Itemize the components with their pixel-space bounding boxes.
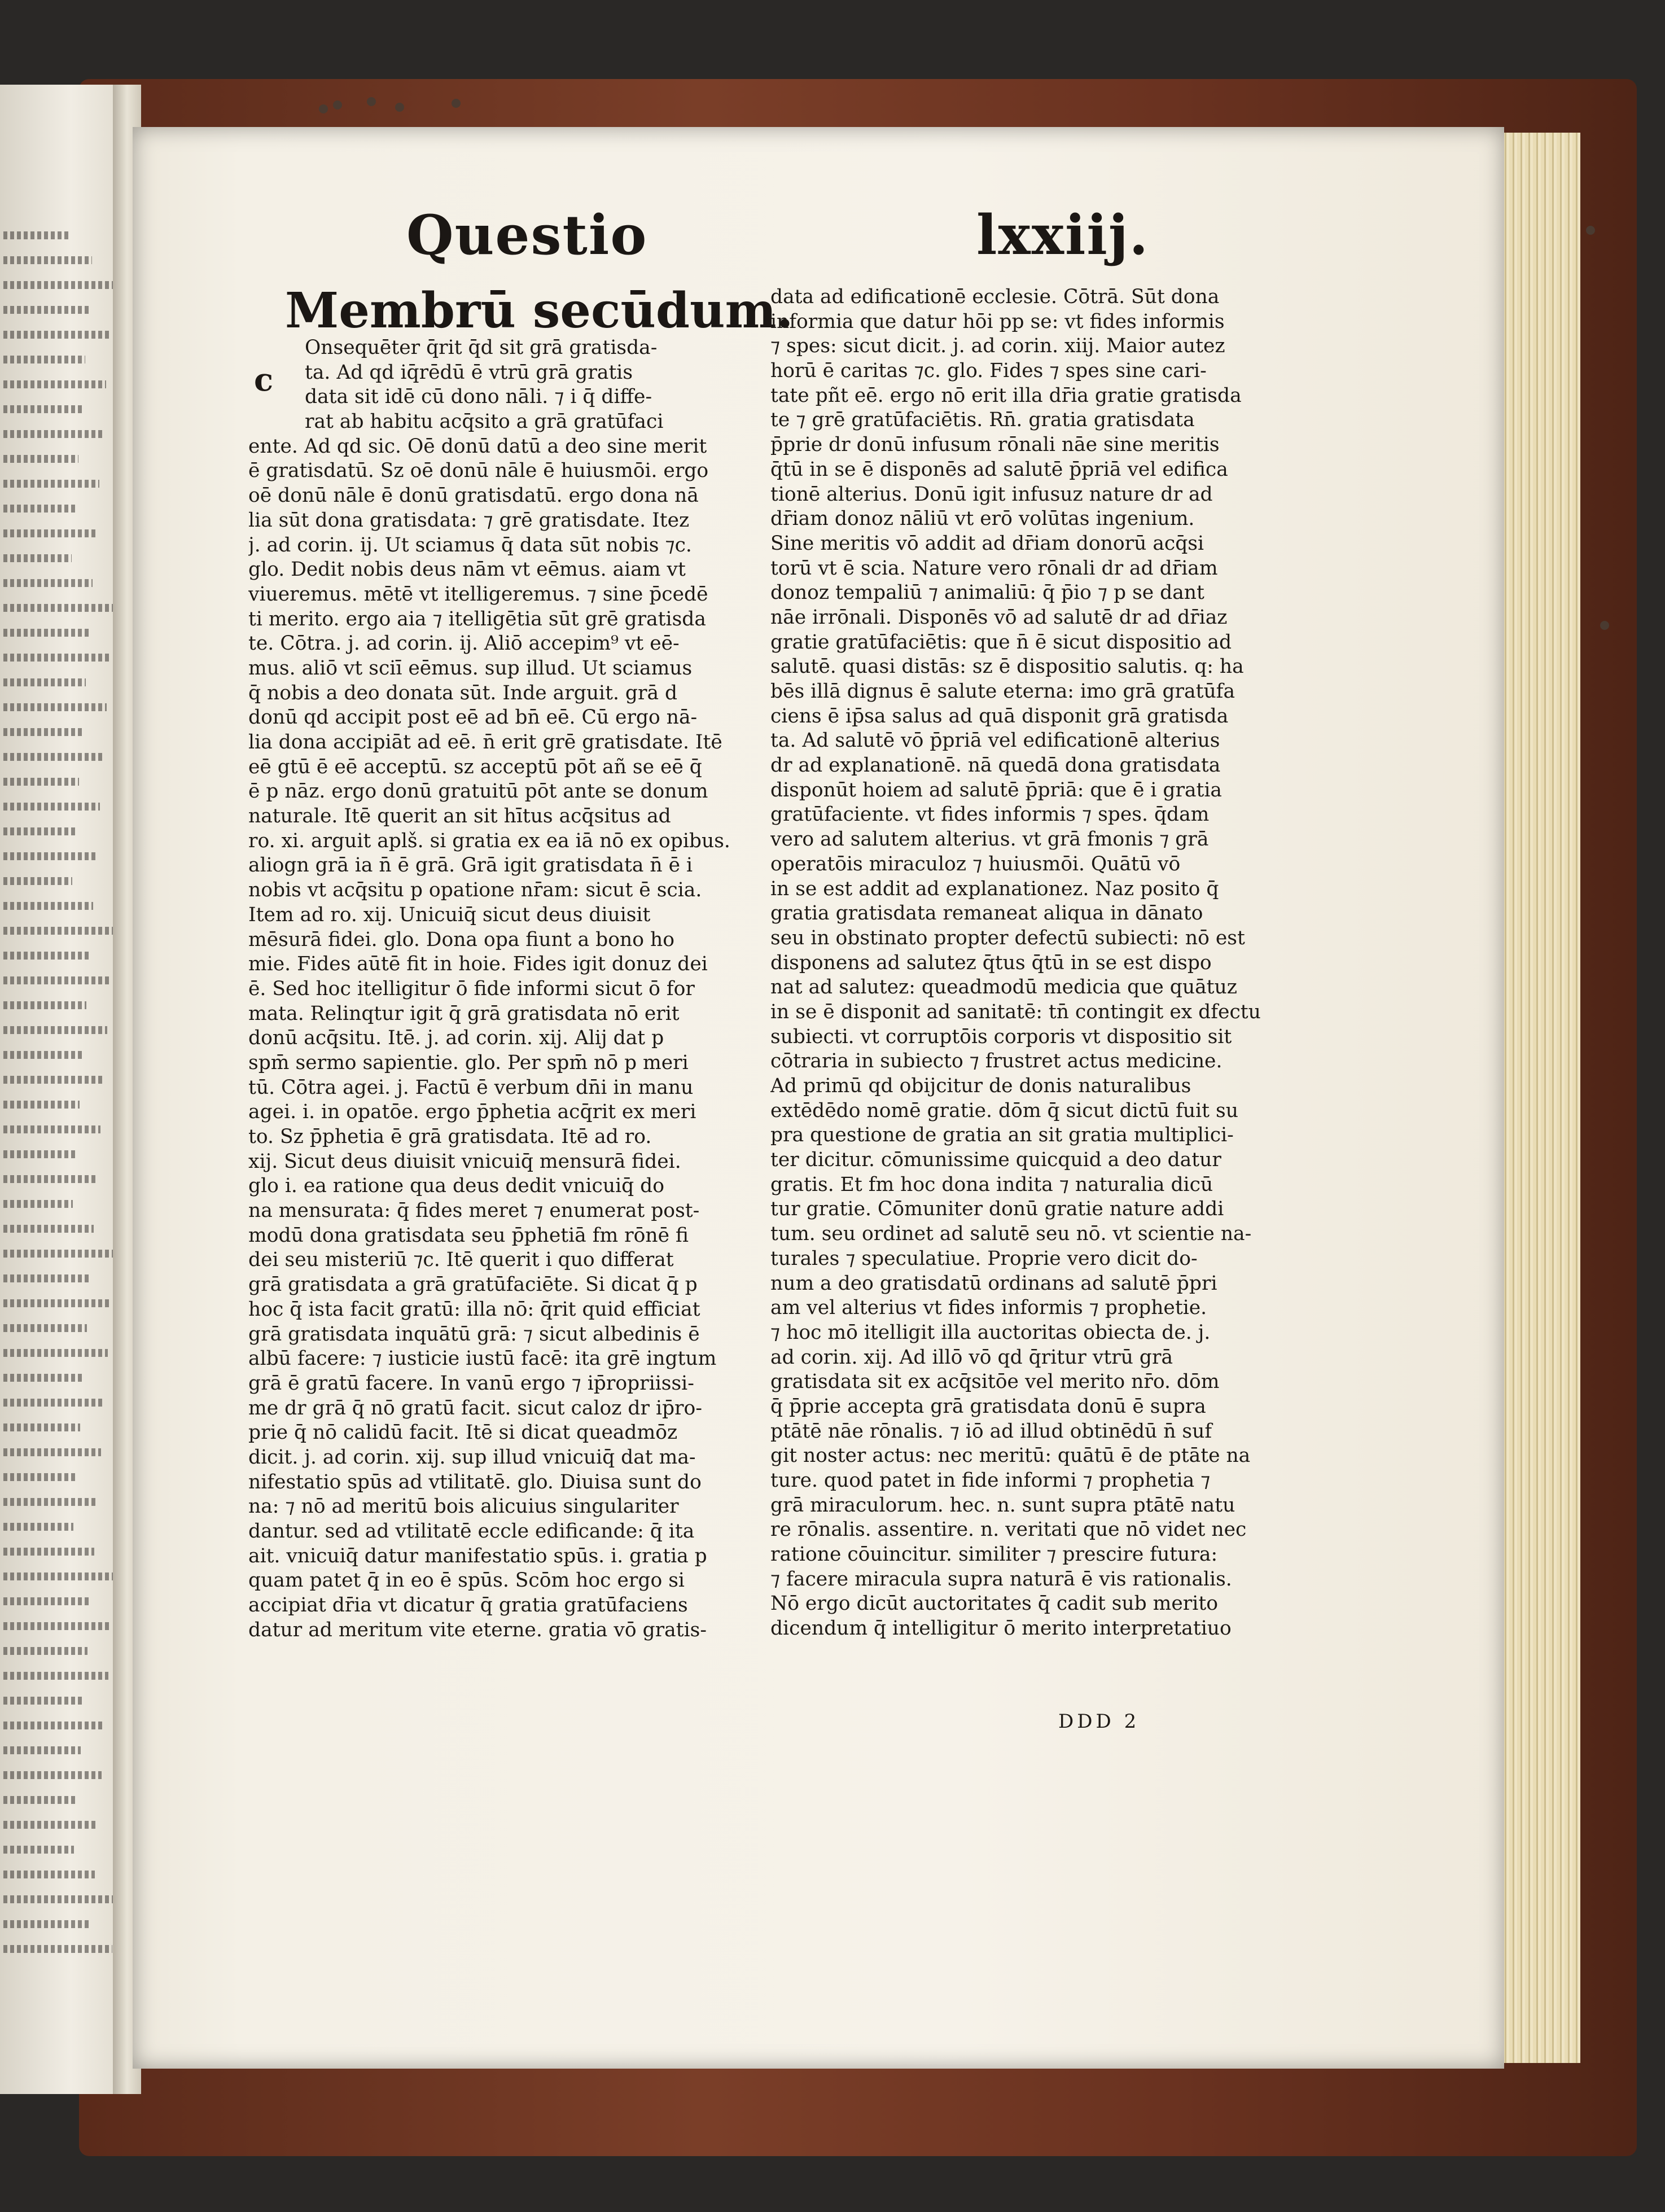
previous-page-text-line <box>3 976 111 984</box>
text-line: xij. Sicut deus diuisit vnicuiq̄ mensurā fidei. <box>248 1150 681 1173</box>
text-line: ro. xi. arguit aplš. si gratia ex ea iā nō ex opibus. <box>248 829 730 852</box>
previous-page-text-line <box>3 952 90 960</box>
wormhole <box>1586 226 1595 235</box>
text-line: albū facere: ⁊ iusticie iustū facē: ita grē ingtum <box>248 1347 717 1370</box>
previous-page-text-line <box>3 1423 80 1431</box>
text-line: donū acq̄situ. Itē. j. ad corin. xij. Alij dat p <box>248 1027 664 1050</box>
text-line: in se ē disponit ad sanitatē: tn̄ contingit ex dfectu <box>770 1000 1261 1023</box>
text-line: ē. Sed hoc itelligitur ō fide informi sicut ō for <box>248 977 695 1000</box>
previous-page-text-line <box>3 1076 104 1084</box>
text-line: ter dicitur. cōmunissime quicquid a deo datur <box>770 1149 1221 1172</box>
text-line: j. ad corin. ij. Ut sciamus q̄ data sūt nobis ⁊c. <box>248 533 692 557</box>
text-line: quam patet q̄ in eo ē spūs. Scōm hoc ergo si <box>248 1569 685 1592</box>
text-line: turales ⁊ speculatiue. Proprie vero dicit do- <box>770 1247 1198 1270</box>
previous-page-text-line <box>3 902 93 910</box>
text-line: Nō ergo dicūt auctoritates q̄ cadit sub merito <box>770 1592 1218 1615</box>
previous-page-text-line <box>3 1250 115 1258</box>
previous-page-text-line <box>3 1349 108 1357</box>
text-line: disponūt hoiem ad salutē p̄priā: que ē i gratia <box>770 778 1223 801</box>
drop-cap: c <box>254 361 274 398</box>
previous-page-text-line <box>3 1200 73 1208</box>
text-line: viueremus. mētē vt itelligeremus. ⁊ sine p̄cedē <box>248 582 708 606</box>
page-block-edges <box>1501 133 1580 2063</box>
previous-page-text-line <box>3 1026 107 1034</box>
text-line: dicit. j. ad corin. xij. sup illud vnicuiq̄ dat ma- <box>248 1446 696 1469</box>
previous-page-text-line <box>3 1101 80 1109</box>
text-line: p̄prie dr donū infusum rōnali nāe sine meritis <box>770 433 1220 457</box>
previous-page-text-line <box>3 1895 116 1903</box>
previous-page-text-line <box>3 753 103 761</box>
text-line: te ⁊ grē gratūfaciētis. Rn̄. gratia gratisdata <box>770 409 1195 432</box>
signature-mark: DDD 2 <box>1058 1710 1140 1733</box>
previous-page-text-line <box>3 1324 87 1332</box>
previous-page-text-line <box>3 1920 91 1928</box>
text-line: ta. Ad salutē vō p̄priā vel edificationē alterius <box>770 729 1220 752</box>
previous-page-text-line <box>3 1150 76 1158</box>
text-line: vero ad salutem alterius. vt grā fmonis ⁊ grā <box>770 828 1209 851</box>
previous-page-text-line <box>3 1399 104 1407</box>
previous-page-text-line <box>3 1622 112 1630</box>
wormhole <box>367 97 376 106</box>
text-line: ⁊ hoc mō itelligit illa auctoritas obiecta de. j. <box>770 1321 1211 1344</box>
previous-page-text-line <box>3 1573 115 1580</box>
text-line: tionē alterius. Donū igit infusuz nature dr ad <box>770 483 1213 506</box>
text-line: gratis. Et fm hoc dona indita ⁊ naturalia dicū <box>770 1173 1213 1196</box>
previous-page-text-line <box>3 1448 101 1456</box>
text-line: ente. Ad qd sic. Oē donū datū a deo sine merit <box>248 435 707 458</box>
previous-page-text-line <box>3 405 82 413</box>
previous-page-text-line <box>3 231 71 239</box>
text-line: pra questione de gratia an sit gratia multiplici- <box>770 1124 1234 1147</box>
text-line: tur gratie. Cōmuniter donū gratie nature addi <box>770 1198 1224 1221</box>
text-line: q̄ p̄prie accepta grā gratisdata donū ē supra <box>770 1395 1206 1418</box>
previous-page-text-line <box>3 827 76 835</box>
text-line: q̄tū in se ē disponēs ad salutē p̄priā vel edifica <box>770 458 1228 481</box>
previous-page-text-line <box>3 306 89 314</box>
previous-page-text-line <box>3 505 75 513</box>
text-line: mata. Relinqtur igit q̄ grā gratisdata nō erit <box>248 1002 680 1025</box>
previous-page-text-line <box>3 703 107 711</box>
text-line: ratione cōuincitur. similiter ⁊ prescire futura: <box>770 1543 1218 1566</box>
text-line: dantur. sed ad vtilitatē eccle edificande: q̄ ita <box>248 1520 695 1543</box>
previous-page-text-line <box>3 1001 86 1009</box>
text-line: ē gratisdatū. Sz oē donū nāle ē huiusmōi. ergo <box>248 459 709 483</box>
previous-page-text-line <box>3 1175 97 1183</box>
text-line: ta. Ad qd iq̄rēdū ē vtrū grā gratis <box>305 361 633 384</box>
wormhole <box>1600 621 1609 630</box>
text-line: horū ē caritas ⁊c. glo. Fides ⁊ spes sine cari- <box>770 360 1207 383</box>
text-line: hoc q̄ ista facit gratū: illa nō: q̄rit quid efficiat <box>248 1298 700 1321</box>
previous-page-text-line <box>3 356 85 363</box>
text-line: operatōis miraculoz ⁊ huiusmōi. Quātū vō <box>770 852 1181 875</box>
previous-page-text-line <box>3 256 92 264</box>
text-line: salutē. quasi distās: sz ē dispositio salutis. q: ha <box>770 655 1244 678</box>
text-line: dicendum q̄ intelligitur ō merito interpretatiuo <box>770 1617 1232 1640</box>
text-line: ciens ē ip̄sa salus ad quā disponit grā gratisda <box>770 704 1229 728</box>
text-line: gratie gratūfaciētis: que n̄ ē sicut dispositio ad <box>770 630 1232 654</box>
text-line: nāe irrōnali. Disponēs vō ad salutē dr ad dr̄iaz <box>770 606 1228 629</box>
running-head-left: Questio <box>406 203 648 267</box>
text-line: grā gratisdata inquātū grā: ⁊ sicut albedinis ē <box>248 1322 700 1346</box>
wormhole <box>452 99 461 108</box>
previous-page-text-line <box>3 1771 102 1779</box>
wormhole <box>319 104 328 113</box>
text-line: tate pñt eē. ergo nō erit illa dr̄ia gratie gratisda <box>770 384 1242 407</box>
text-line: dei seu misteriū ⁊c. Itē querit i quo differat <box>248 1249 674 1272</box>
text-line: q̄ nobis a deo donata sūt. Inde arguit. grā d <box>248 681 678 704</box>
text-line: me dr grā q̄ nō gratū facit. sicut caloz dr ip̄ro- <box>248 1396 702 1420</box>
text-line: aliogn grā ia n̄ ē grā. Grā igit gratisdata n̄ ē i <box>248 854 693 877</box>
text-line: dr ad explanationē. nā quedā dona gratisdata <box>770 754 1221 777</box>
text-line: lia dona accipiāt ad eē. n̄ erit grē gratisdate. Itē <box>248 731 722 754</box>
previous-page-edge <box>0 85 119 2094</box>
text-line: grā ē gratū facere. In vanū ergo ⁊ ip̄ropriissi- <box>248 1372 694 1395</box>
previous-page-text-line <box>3 1597 91 1605</box>
text-line: tū. Cōtra agei. j. Factū ē verbum dn̄i in manu <box>248 1076 694 1099</box>
section-title: Membrū secūdum. <box>285 282 794 339</box>
previous-page-text-line <box>3 1225 94 1233</box>
text-line: seu in obstinato propter defectū subiecti: nō est <box>770 926 1245 949</box>
text-line: Onsequēter q̄rit q̄d sit grā gratisda- <box>305 336 658 359</box>
previous-page-text-line <box>3 1473 77 1481</box>
text-column-left <box>248 336 745 1719</box>
previous-page-text-line <box>3 1697 84 1705</box>
text-line: ptātē nāe rōnalis. ⁊ iō ad illud obtinēdū n̄ suf <box>770 1420 1212 1443</box>
text-line: disponens ad salutez q̄tus q̄tū in se est dispo <box>770 951 1212 974</box>
previous-page-text-line <box>3 728 82 736</box>
text-line: eē gtū ē eē acceptū. sz acceptū pōt añ se eē q̄ <box>248 755 702 778</box>
text-line: oē donū nāle ē donū gratisdatū. ergo dona nā <box>248 484 699 507</box>
text-line: num a deo gratisdatū ordinans ad salutē p̄pri <box>770 1272 1217 1295</box>
wormhole <box>333 100 342 109</box>
text-line: ē p nāz. ergo donū gratuitū pōt ante se donum <box>248 780 708 803</box>
previous-page-text-line <box>3 604 113 612</box>
text-line: na: ⁊ nō ad meritū bois alicuius singulariter <box>248 1495 679 1518</box>
text-line: agei. i. in opatōe. ergo p̄phetia acq̄rit ex meri <box>248 1101 696 1124</box>
text-line: ture. quod patet in fide informi ⁊ prophetia ⁊ <box>770 1469 1211 1492</box>
text-line: accipiat dr̄ia vt dicatur q̄ gratia gratūfaciens <box>248 1594 688 1617</box>
text-line: ⁊ facere miracula supra naturā ē vis rationalis. <box>770 1567 1232 1591</box>
text-line: grā gratisdata a grā gratūfaciēte. Si dicat q̄ p <box>248 1273 698 1296</box>
text-line: glo i. ea ratione qua deus dedit vnicuiq̄ do <box>248 1175 665 1198</box>
text-line: torū vt ē scia. Nature vero rōnali dr ad dr̄iam <box>770 557 1218 580</box>
text-line: donū qd accipit post eē ad bn̄ eē. Cū ergo nā- <box>248 706 698 729</box>
text-line: glo. Dedit nobis deus nām vt eēmus. aiam vt <box>248 558 686 581</box>
previous-page-text-line <box>3 852 97 860</box>
text-line: tum. seu ordinet ad salutē seu nō. vt scientie na- <box>770 1223 1252 1246</box>
text-line: naturale. Itē querit an sit hītus acq̄situs ad <box>248 805 671 828</box>
text-line: nat ad salutez: queadmodū medicia que quātuz <box>770 976 1237 999</box>
text-line: subiecti. vt corruptōis corporis vt dispositio sit <box>770 1025 1232 1048</box>
previous-page-text-line <box>3 1274 90 1282</box>
text-line: am vel alterius vt fides informis ⁊ prophetie. <box>770 1296 1207 1320</box>
previous-page-text-line <box>3 1523 73 1531</box>
text-line: data sit idē cū dono nāli. ⁊ i q̄ diffe- <box>305 386 652 409</box>
previous-page-text-line <box>3 430 103 438</box>
text-line: bēs illā dignus ē salute eterna: imo grā gratūfa <box>770 680 1235 703</box>
previous-page-text-line <box>3 803 100 811</box>
previous-page-text-line <box>3 380 106 388</box>
wormhole <box>395 103 404 112</box>
text-line: ti merito. ergo aia ⁊ itelligētia sūt grē gratisda <box>248 607 706 630</box>
text-line: rat ab habitu acq̄sito a grā gratūfaci <box>305 410 664 433</box>
running-head-right: lxxiij. <box>976 203 1150 267</box>
text-column-right <box>770 285 1278 1713</box>
text-line: Sine meritis vō addit ad dr̄iam donorū acq̄si <box>770 532 1204 555</box>
text-line: gratūfaciente. vt fides informis ⁊ spes. q̄dam <box>770 803 1210 826</box>
text-line: te. Cōtra. j. ad corin. ij. Aliō accepim⁹ vt eē- <box>248 632 680 655</box>
previous-page-text-line <box>3 877 72 885</box>
text-line: data ad edificationē ecclesie. Cōtrā. Sūt dona <box>770 286 1220 308</box>
previous-page-text-line <box>3 678 86 686</box>
text-line: gratisdata sit ex acq̄sitōe vel merito nr̄o. dōm <box>770 1370 1220 1394</box>
previous-page-text-line <box>3 480 99 488</box>
previous-page-text-line <box>3 1722 105 1729</box>
previous-page-text-line <box>3 1548 94 1556</box>
previous-page-text-line <box>3 1647 87 1655</box>
text-line: grā miraculorum. hec. n. sunt supra ptātē natu <box>770 1493 1235 1517</box>
text-line: prie q̄ nō calidū facit. Itē si dicat queadmōz <box>248 1421 678 1444</box>
text-line: in se est addit ad explanationez. Naz posito q̄ <box>770 877 1219 900</box>
previous-page-text-line <box>3 1945 112 1953</box>
previous-page-text-line <box>3 1821 98 1829</box>
text-line: modū dona gratisdata seu p̄phetiā fm rōnē fi <box>248 1224 689 1247</box>
text-line: mus. aliō vt sciī eēmus. sup illud. Ut sciamus <box>248 656 693 680</box>
previous-page-text-line <box>3 629 89 637</box>
text-line: nobis vt acq̄situ p opatione nr̄am: sicut ē scia. <box>248 879 702 902</box>
previous-page-text-line <box>3 579 93 587</box>
text-line: ad corin. xij. Ad illō vō qd q̄ritur vtrū grā <box>770 1346 1173 1369</box>
previous-page-text-line <box>3 1374 84 1382</box>
text-line: spm̄ sermo sapientie. glo. Per spm̄ nō p meri <box>248 1051 689 1074</box>
previous-page-text-line <box>3 331 109 339</box>
text-line: re rōnalis. assentire. n. veritati que nō videt nec <box>770 1518 1247 1541</box>
text-line: ⁊ spes: sicut dicit. j. ad corin. xiij. Maior autez <box>770 335 1225 358</box>
previous-page-text-line <box>3 455 78 463</box>
text-line: mie. Fides aūtē fit in hoie. Fides igit donuz dei <box>248 953 708 976</box>
text-line: mēsurā fidei. glo. Dona opa fiunt a bono ho <box>248 928 674 951</box>
previous-page-text-line <box>3 1846 74 1854</box>
previous-page-text-line <box>3 554 72 562</box>
previous-page-text-line <box>3 654 110 662</box>
previous-page-text-line <box>3 927 114 935</box>
previous-page-text-line <box>3 1871 95 1878</box>
text-line: Ad primū qd obijcitur de donis naturalibus <box>770 1075 1191 1097</box>
previous-page-text-line <box>3 529 96 537</box>
text-line: lia sūt dona gratisdata: ⁊ grē gratisdate. Itez <box>248 509 690 532</box>
previous-page-text-line <box>3 1672 108 1680</box>
text-line: Item ad ro. xij. Unicuiq̄ sicut deus diuisit <box>248 903 651 926</box>
previous-page-text-line <box>3 1796 77 1804</box>
text-line: ait. vnicuiq̄ datur manifestatio spūs. i. gratia p <box>248 1544 707 1567</box>
previous-page-text-line <box>3 1051 83 1059</box>
previous-page-text-line <box>3 281 113 289</box>
text-line: extēdēdo nomē gratie. dōm q̄ sicut dictū fuit su <box>770 1099 1238 1122</box>
text-line: dr̄iam donoz nāliū vt erō volūtas ingenium. <box>770 507 1195 531</box>
previous-page-text-line <box>3 778 79 786</box>
text-line: cōtraria in subiecto ⁊ frustret actus medicine. <box>770 1050 1223 1073</box>
text-line: datur ad meritum vite eterne. gratia vō gratis- <box>248 1618 707 1641</box>
previous-page-text-line <box>3 1299 111 1307</box>
previous-page-text-line <box>3 1746 81 1754</box>
previous-page-text-line <box>3 1498 98 1506</box>
text-line: informia que datur hōi pp se: vt fides informis <box>770 310 1225 333</box>
text-line: git noster actus: nec meritū: quātū ē de ptāte na <box>770 1444 1251 1468</box>
previous-page-text-line <box>3 1125 100 1133</box>
text-line: donoz tempaliū ⁊ animaliū: q̄ p̄io ⁊ p se dant <box>770 581 1204 605</box>
text-line: na mensurata: q̄ fides meret ⁊ enumerat post- <box>248 1199 700 1223</box>
text-line: gratia gratisdata remaneat aliqua in dānato <box>770 902 1203 925</box>
text-line: to. Sz p̄phetia ē grā gratisdata. Itē ad ro. <box>248 1125 652 1148</box>
text-line: nifestatio spūs ad vtilitatē. glo. Diuisa sunt do <box>248 1470 702 1493</box>
